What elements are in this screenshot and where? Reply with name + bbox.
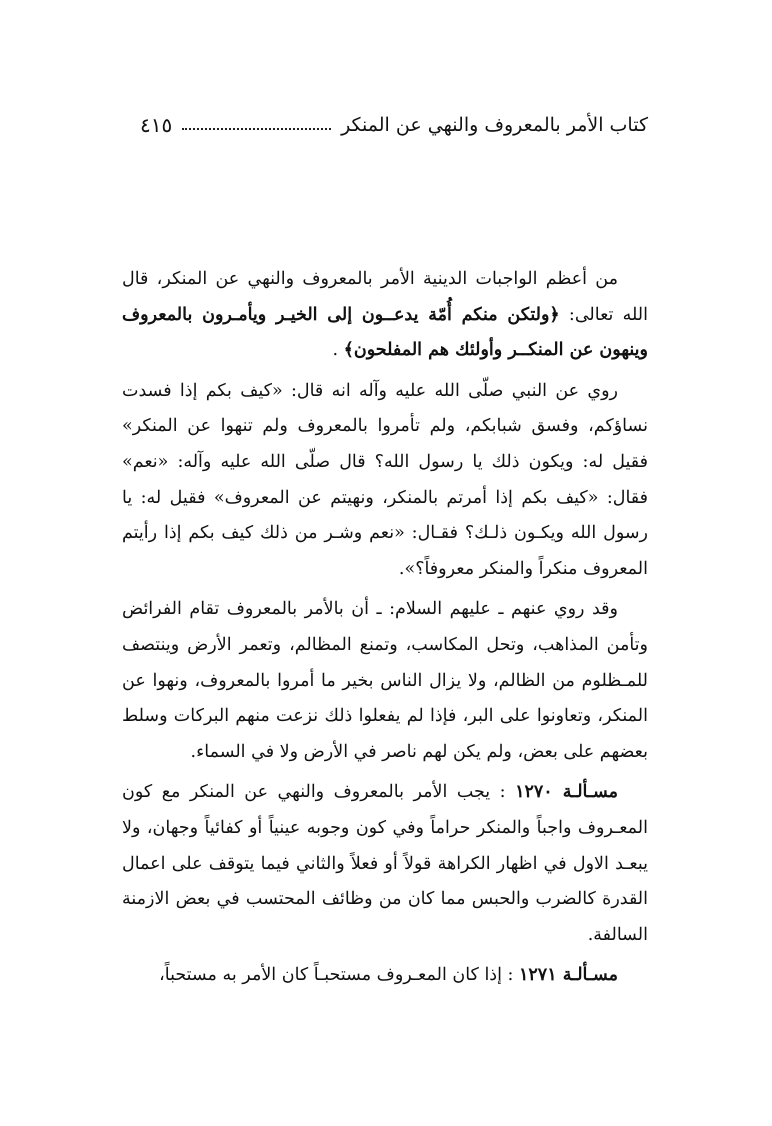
chapter-title: كتاب الأمر بالمعروف والنهي عن المنكر <box>341 114 648 136</box>
page-body <box>122 262 648 999</box>
masala-label: مسـألـة ١٢٧٠ <box>515 782 618 803</box>
running-header <box>140 108 648 142</box>
masala-label: مسـألـة ١٢٧١ <box>519 965 618 986</box>
intro-text: من أعظم الواجبات الدينية الأمر بالمعروف والنهي عن المنكر، قال الله تعالى: <box>122 269 648 325</box>
verse-end: . <box>332 340 339 361</box>
quran-verse: ﴿ولتكن منكم أُمّة يدعــون إلى الخيـر ويأمـرون بالمعروف وينهون عن المنكــر وأولئك هم المفلحون﴾ <box>122 304 648 361</box>
masala-text: : يجب الأمر بالمعروف والنهي عن المنكر مع كون المعـروف واجباً والمنكر حراماً وفي كون وجوبه عينياً أو كفائياً وجهان، ولا يبعـد الاول في اظهار الكراهة قولاً أو فعلاً والثاني فيما يتوقف على اعمال القدرة كالضرب والحبس مما كان من وظائف المحتسب في بعض الازمنة السالفة. <box>122 782 648 945</box>
paragraph-masala-1271 <box>122 958 648 994</box>
paragraph-narration: وقد روي عنهم ـ عليهم السلام: ـ أن بالأمر بالمعروف تقام الفرائض وتأمن المذاهب، وتحل المكاسب، وتمنع المظالم، وتعمر الأرض وينتصف للمـظلوم من الظالم، ولا يزال الناس بخير ما أمروا بالمعروف، ونهوا عن المنكر، وتعاونوا على البر، فإذا لم يفعلوا ذلك نزعت منهم البركات وسلط بعضهم على بعض، ولم يكن لهم ناصر في الأرض ولا في السماء. <box>122 599 648 762</box>
paragraph-intro <box>122 262 648 369</box>
paragraph-masala-1270 <box>122 775 648 953</box>
leader-dots <box>182 128 331 130</box>
paragraph-hadith: روي عن النبي صلّى الله عليه وآله انه قال: «كيف بكم إذا فسدت نساؤكم، وفسق شبابكم، ولم تأمروا بالمعروف ولم تنهوا عن المنكر» فقيل له: ويكون ذلك يا رسول الله؟ قال صلّى الله عليه وآله: «نعم» فقال: «كيف بكم إذا أمرتم بالمنكر، ونهيتم عن المعروف» فقيل له: يا رسول الله ويكـون ذلـك؟ فقـال: «نعم وشـر من ذلك كيف بكم إذا رأيتم المعروف منكراً والمنكر معروفاً؟». <box>122 380 648 579</box>
masala-text: : إذا كان المعـروف مستحبـاً كان الأمر به مستحباً، <box>159 965 514 986</box>
page-number: ٤١٥ <box>140 113 173 137</box>
